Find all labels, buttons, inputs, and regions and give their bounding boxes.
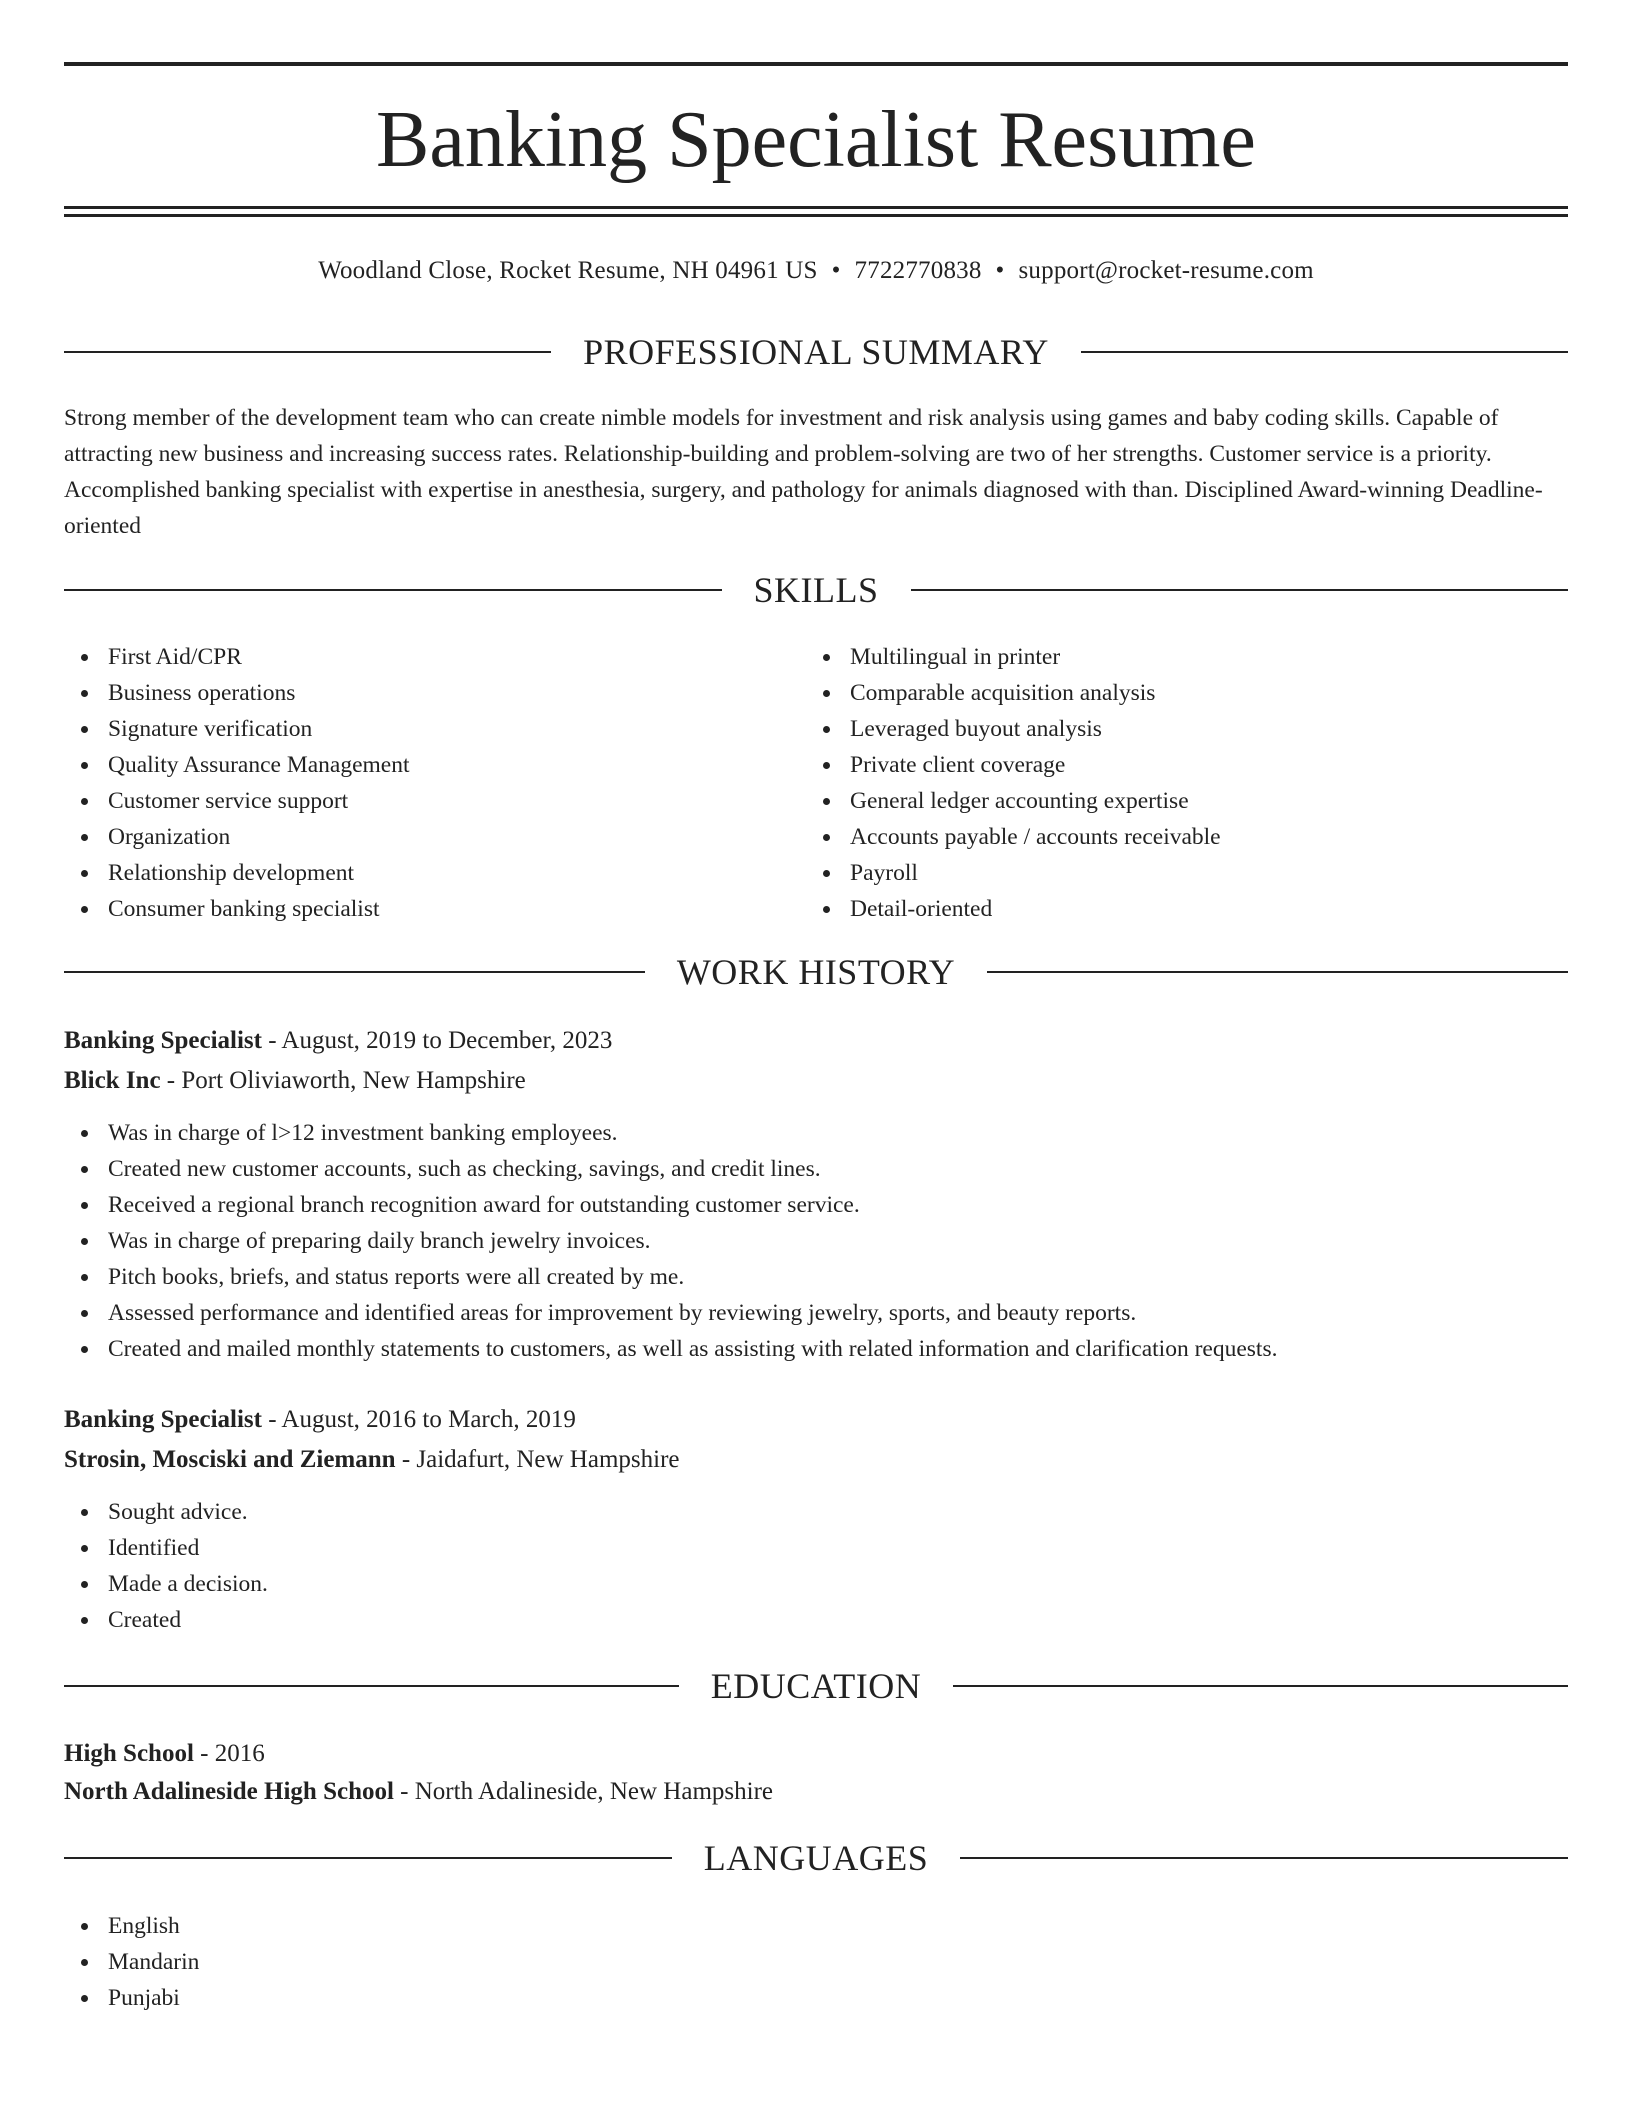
job-bullet: Created and mailed monthly statements to customers, as well as assisting with related information and clarification requests.	[64, 1331, 1277, 1367]
divider	[960, 1857, 1568, 1859]
divider	[64, 1685, 679, 1687]
contact-email: support@rocket-resume.com	[1018, 257, 1314, 284]
job-company-line	[64, 1442, 680, 1478]
skill-item: Comparable acquisition analysis	[806, 675, 1221, 711]
skill-item: Consumer banking specialist	[64, 891, 410, 927]
divider	[64, 589, 722, 591]
job-title: Banking Specialist	[64, 1406, 262, 1433]
divider	[953, 1685, 1568, 1687]
title-rule-upper	[64, 206, 1568, 209]
job-bullets	[64, 1115, 1277, 1367]
skill-item: Relationship development	[64, 855, 410, 891]
job-location: - Port Oliviaworth, New Hampshire	[160, 1067, 526, 1094]
divider	[987, 971, 1568, 973]
section-header-work	[64, 950, 1568, 994]
education-year: - 2016	[193, 1740, 265, 1767]
job-title-line	[64, 1023, 612, 1059]
skill-item: Organization	[64, 819, 410, 855]
section-title: EDUCATION	[710, 1666, 922, 1706]
contact-address: Woodland Close, Rocket Resume, NH 04961 US	[318, 257, 818, 284]
job-company-line	[64, 1063, 526, 1099]
job-location: - Jaidafurt, New Hampshire	[395, 1446, 680, 1473]
job-bullet: Was in charge of l>12 investment banking employees.	[64, 1115, 1277, 1151]
job-bullet: Made a decision.	[64, 1566, 268, 1602]
title-rule-lower	[64, 214, 1568, 217]
skill-item: Multilingual in printer	[806, 639, 1221, 675]
page-title: Banking Specialist Resume	[376, 96, 1256, 184]
job-bullet: Created new customer accounts, such as checking, savings, and credit lines.	[64, 1151, 1277, 1187]
contact-separator: •	[831, 257, 841, 284]
contact-phone: 7722770838	[854, 257, 982, 284]
skill-item: Detail-oriented	[806, 891, 1221, 927]
divider	[1081, 351, 1568, 353]
job-bullet: Sought advice.	[64, 1494, 268, 1530]
job-company: Strosin, Mosciski and Ziemann	[64, 1446, 396, 1473]
job-title-line	[64, 1402, 576, 1438]
skill-item: Signature verification	[64, 711, 410, 747]
job-company: Blick Inc	[64, 1067, 161, 1094]
divider	[911, 589, 1569, 591]
language-item: Mandarin	[64, 1944, 199, 1980]
skill-item: Customer service support	[64, 783, 410, 819]
skill-item: Payroll	[806, 855, 1221, 891]
divider	[64, 971, 645, 973]
skill-item: Private client coverage	[806, 747, 1221, 783]
contact-line	[64, 256, 1568, 286]
education-school-line	[64, 1774, 773, 1810]
job-title: Banking Specialist	[64, 1027, 262, 1054]
summary-text: Strong member of the development team who can create nimble models for investment and risk analysis using games and baby coding skills. Capable of attracting new business and increasing success rates. Relationship-building and problem-solving are two of her strengths. Customer service is a priority. Accomplished banking specialist with expertise in anesthesia, surgery, and pathology for animals diagnosed with than. Disciplined Award-winning Deadline-oriented	[64, 405, 1543, 539]
language-item: Punjabi	[64, 1980, 199, 2016]
job-dates: - August, 2016 to March, 2019	[261, 1406, 576, 1433]
job-bullet: Pitch books, briefs, and status reports were all created by me.	[64, 1259, 1277, 1295]
skill-item: Leveraged buyout analysis	[806, 711, 1221, 747]
job-bullet: Created	[64, 1602, 268, 1638]
languages-list	[64, 1908, 199, 2016]
job-dates: - August, 2019 to December, 2023	[261, 1027, 613, 1054]
skill-item: Accounts payable / accounts receivable	[806, 819, 1221, 855]
skills-list-left	[64, 639, 410, 927]
section-title: PROFESSIONAL SUMMARY	[583, 332, 1049, 372]
job-bullet: Was in charge of preparing daily branch jewelry invoices.	[64, 1223, 1277, 1259]
section-header-languages	[64, 1836, 1568, 1880]
section-title: LANGUAGES	[703, 1838, 929, 1878]
section-header-skills	[64, 568, 1568, 612]
section-title: SKILLS	[753, 570, 879, 610]
education-degree: High School	[64, 1740, 194, 1767]
job-bullet: Received a regional branch recognition award for outstanding customer service.	[64, 1187, 1277, 1223]
job-bullet: Identified	[64, 1530, 268, 1566]
language-item: English	[64, 1908, 199, 1944]
education-degree-line	[64, 1736, 265, 1772]
job-bullets	[64, 1494, 268, 1638]
top-rule	[64, 62, 1568, 66]
divider	[64, 351, 551, 353]
contact-separator: •	[995, 257, 1005, 284]
skill-item: Quality Assurance Management	[64, 747, 410, 783]
section-title: WORK HISTORY	[676, 952, 956, 992]
education-location: - North Adalineside, New Hampshire	[393, 1778, 773, 1805]
job-bullet: Assessed performance and identified areas for improvement by reviewing jewelry, sports, and beauty reports.	[64, 1295, 1277, 1331]
section-header-education	[64, 1664, 1568, 1708]
section-header-summary	[64, 330, 1568, 374]
skill-item: General ledger accounting expertise	[806, 783, 1221, 819]
skill-item: Business operations	[64, 675, 410, 711]
skill-item: First Aid/CPR	[64, 639, 410, 675]
skills-list-right	[806, 639, 1221, 927]
education-school: North Adalineside High School	[64, 1778, 394, 1805]
divider	[64, 1857, 672, 1859]
